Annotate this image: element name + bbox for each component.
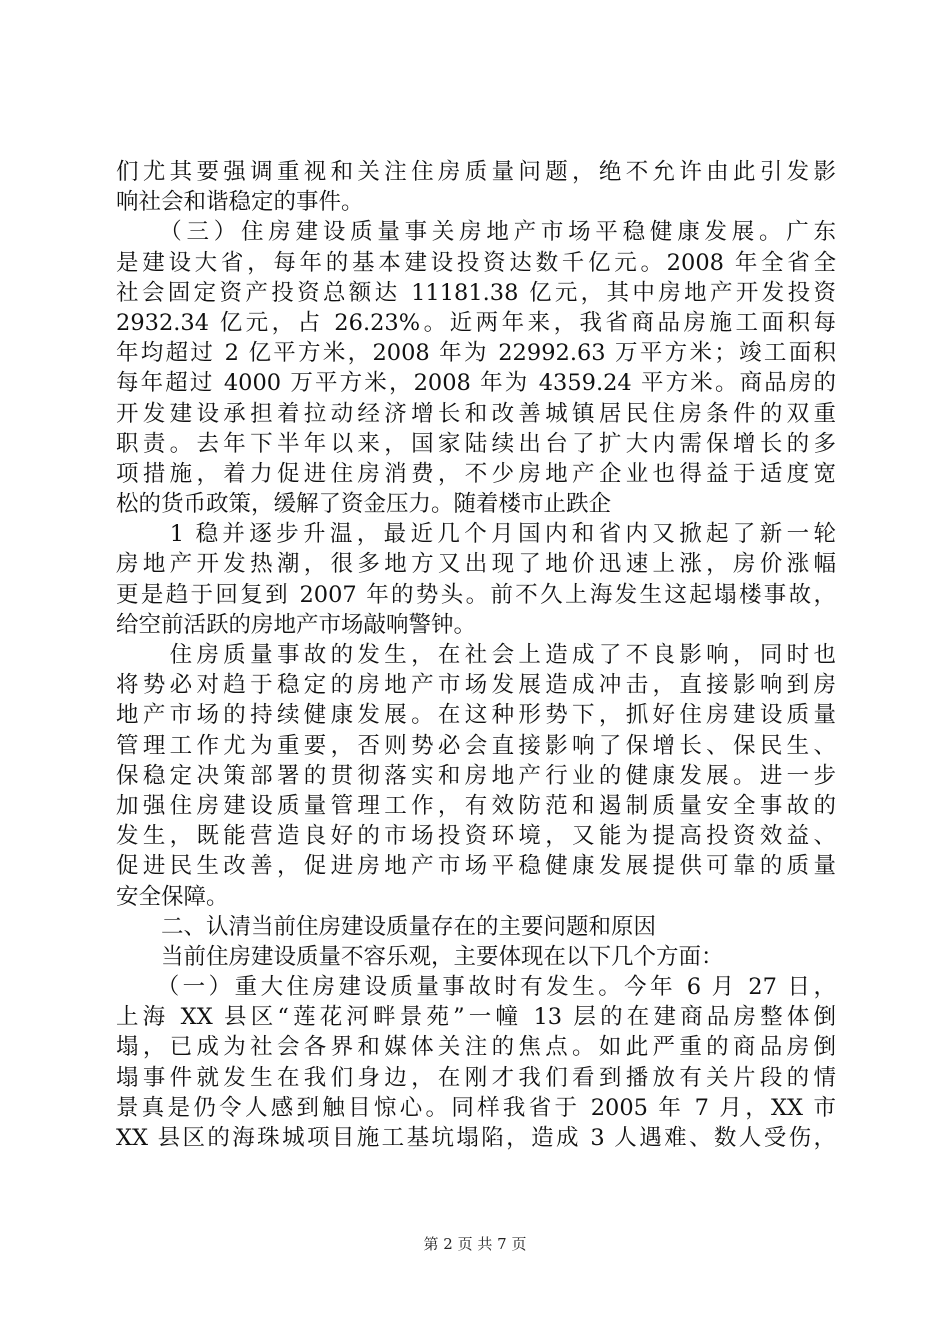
- text-line: 安全保障。: [116, 883, 229, 910]
- section-heading: 二、认清当前住房建设质量存在的主要问题和原因: [116, 913, 657, 940]
- text-line: 塌，已成为社会各界和媒体关注的焦点。如此严重的商品房倒: [116, 1034, 836, 1061]
- text-line: 松的货币政策，缓解了资金压力。随着楼市止跌企: [116, 491, 612, 518]
- text-line: 项措施，着力促进住房消费，不少房地产企业也得益于适度宽: [116, 460, 836, 487]
- text-line: 当前住房建设质量不容乐观，主要体现在以下几个方面：: [116, 943, 724, 970]
- text-line: 保稳定决策部署的贯彻落实和房地产行业的健康发展。进一步: [116, 762, 836, 789]
- text-line: （三）住房建设质量事关房地产市场平稳健康发展。广东: [116, 219, 836, 246]
- text-line: XX 县区的海珠城项目施工基坑塌陷，造成 3 人遇难、数人受伤，: [116, 1125, 836, 1151]
- text-line: 塌事件就发生在我们身边，在刚才我们看到播放有关片段的情: [116, 1064, 836, 1091]
- text-line: 2932.34 亿元，占 26.23%。近两年来，我省商品房施工面积每: [116, 309, 836, 336]
- text-line: 是建设大省，每年的基本建设投资达数千亿元。2008 年全省全: [116, 249, 836, 276]
- text-line: 上海 XX 县区“莲花河畔景苑”一幢 13 层的在建商品房整体倒: [116, 1004, 836, 1031]
- text-line: 响社会和谐稳定的事件。: [116, 189, 364, 216]
- text-line: 房地产开发热潮，很多地方又出现了地价迅速上涨，房价涨幅: [116, 551, 836, 578]
- text-line: 地产市场的持续健康发展。在这种形势下，抓好住房建设质量: [116, 702, 836, 729]
- text-line: 促进民生改善，促进房地产市场平稳健康发展提供可靠的质量: [116, 853, 836, 880]
- text-line: 景真是仍令人感到触目惊心。同样我省于 2005 年 7 月，XX 市: [116, 1094, 836, 1121]
- text-line: 给空前活跃的房地产市场敲响警钟。: [116, 611, 477, 638]
- text-line: 职责。去年下半年以来，国家陆续出台了扩大内需保增长的多: [116, 430, 836, 457]
- text-line: （一）重大住房建设质量事故时有发生。今年 6 月 27 日，: [116, 974, 836, 1001]
- text-line: 每年超过 4000 万平方米，2008 年为 4359.24 平方米。商品房的: [116, 370, 836, 397]
- text-line: 开发建设承担着拉动经济增长和改善城镇居民住房条件的双重: [116, 400, 836, 427]
- text-line: 年均超过 2 亿平方米，2008 年为 22992.63 万平方米；竣工面积: [116, 340, 836, 367]
- text-line: 社会固定资产投资总额达 11181.38 亿元，其中房地产开发投资: [116, 279, 836, 306]
- document-body: [116, 157, 836, 1153]
- text-line: 发生，既能营造良好的市场投资环境，又能为提高投资效益、: [116, 823, 836, 850]
- text-line: 将势必对趋于稳定的房地产市场发展造成冲击，直接影响到房: [116, 672, 836, 699]
- text-line: 管理工作尤为重要，否则势必会直接影响了保增长、保民生、: [116, 732, 836, 759]
- text-line: 加强住房建设质量管理工作，有效防范和遏制质量安全事故的: [116, 792, 836, 819]
- text-line: 住房质量事故的发生，在社会上造成了不良影响，同时也: [116, 642, 836, 668]
- page-number-footer: 第 2 页 共 7 页: [423, 1235, 527, 1253]
- text-line: 们尤其要强调重视和关注住房质量问题，绝不允许由此引发影: [116, 159, 836, 185]
- text-line: 更是趋于回复到 2007 年的势头。前不久上海发生这起塌楼事故，: [116, 581, 836, 608]
- text-line: 1 稳并逐步升温，最近几个月国内和省内又掀起了新一轮: [116, 521, 836, 548]
